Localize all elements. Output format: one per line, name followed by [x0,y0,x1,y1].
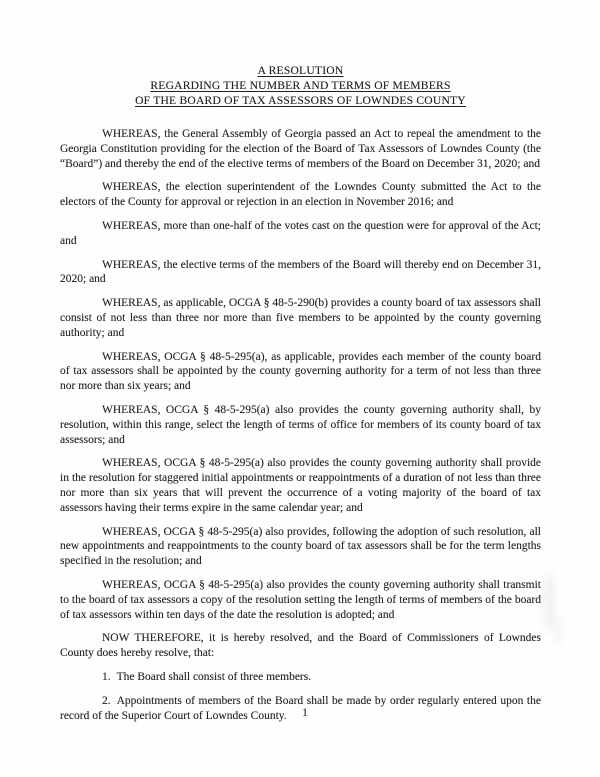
whereas-paragraph: WHEREAS, OCGA § 48-5-295(a) also provides the county governing authority shall, by resolution, within this range, select the length of terms of office for members of its county board of tax assessors; and [60,403,541,446]
whereas-paragraph: WHEREAS, OCGA § 48-5-295(a) also provides the county governing authority shall transmit to the board of tax assessors a copy of the resolution setting the length of terms of members of the board of tax assessors within ten days of the date the resolution is adopted; and [60,578,541,621]
whereas-paragraph: WHEREAS, the General Assembly of Georgia passed an Act to repeal the amendment to the Georgia Constitution providing for the election of the Board of Tax Assessors of Lowndes County (the “Board”) and thereby the end of the elective terms of members of the Board on December 31, 2020; and [60,128,541,170]
resolution-item-text: The Board shall consist of three members. [116,670,312,683]
document-body [60,127,541,723]
scan-artifact [554,618,564,644]
whereas-paragraph: WHEREAS, the election superintendent of the Lowndes County submitted the Act to the electors of the County for approval or rejection in an election in November 2016; and [60,181,541,209]
resolution-item-number: 1. [102,670,111,683]
resolution-item-number: 2. [102,694,111,707]
resolution-item-text: Appointments of members of the Board shall be made by order regularly entered upon the record of the Superior Court of Lowndes County. [60,694,541,722]
now-therefore-paragraph: NOW THEREFORE, it is hereby resolved, and the Board of Commissioners of Lowndes County does hereby resolve, that: [60,632,541,660]
document-title [60,63,541,108]
whereas-paragraph: WHEREAS, the elective terms of the members of the Board will thereby end on December 31, 2020; and [60,258,541,286]
document-content [60,63,541,732]
whereas-paragraph: WHEREAS, OCGA § 48-5-295(a) also provides the county governing authority shall provide in the resolution for staggered initial appointments or reappointments of a duration of not less than three nor more than six years that will prevent the occurrence of a voting majority of the board of tax assessors having their terms expire in the same calendar year; and [60,457,541,514]
title-line-2: REGARDING THE NUMBER AND TERMS OF MEMBERS [150,79,451,92]
page-number: 1 [302,707,308,719]
title-line-1: A RESOLUTION [257,64,344,77]
whereas-paragraph: WHEREAS, as applicable, OCGA § 48-5-290(b) provides a county board of tax assessors shall consist of not less than three nor more than five members to be appointed by the county governing authority; and [60,297,541,339]
resolution-item-1 [60,670,541,685]
whereas-paragraph: WHEREAS, more than one-half of the votes cast on the question were for approval of the Act; and [60,219,541,247]
whereas-paragraph: WHEREAS, OCGA § 48-5-295(a), as applicable, provides each member of the county board of tax assessors shall be appointed by the county governing authority for a term of not less than three nor more than six years; and [60,350,541,393]
title-line-3: OF THE BOARD OF TAX ASSESSORS OF LOWNDES COUNTY [135,94,466,107]
whereas-paragraph: WHEREAS, OCGA § 48-5-295(a) also provides, following the adoption of such resolution, all new appointments and reappointments to the county board of tax assessors shall be for the term lengths specified in the resolution; and [60,525,541,568]
